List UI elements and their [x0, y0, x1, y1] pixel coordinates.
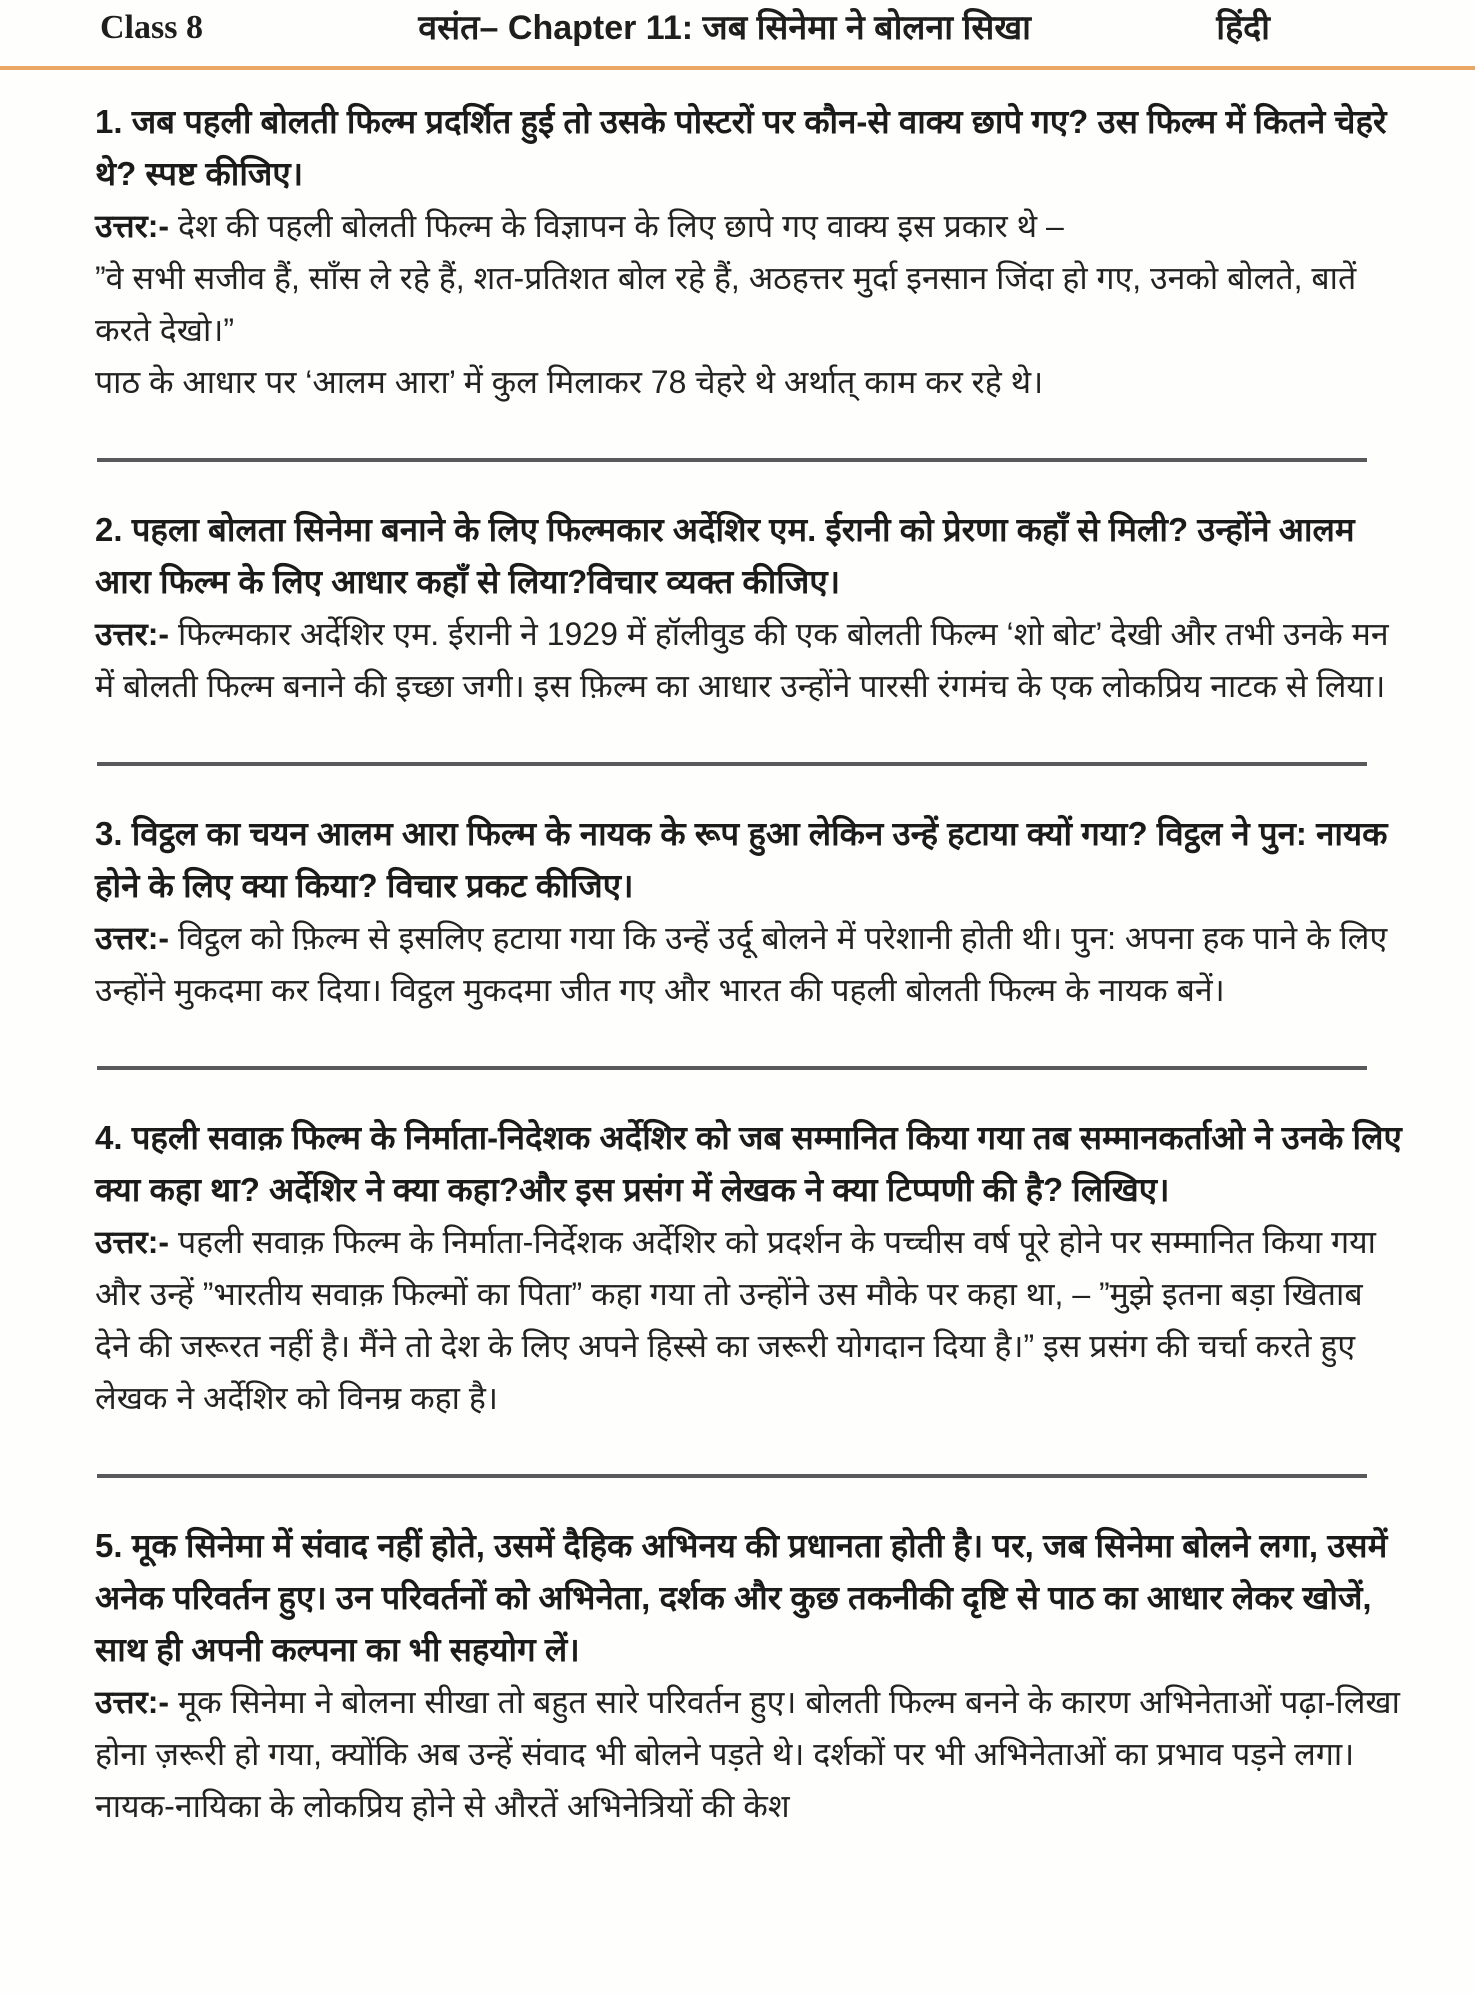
qa-section-4: [95, 1112, 1405, 1424]
answer-text: देश की पहली बोलती फिल्म के विज्ञापन के लिए छापे गए वाक्य इस प्रकार थे –: [177, 208, 1064, 244]
qa-content: [0, 70, 1475, 1832]
answer-paragraph: [95, 608, 1405, 712]
qa-section-2: [95, 504, 1405, 712]
answer-text: विट्ठल को फ़िल्म से इसलिए हटाया गया कि उन्हें उर्दू बोलने में परेशानी होती थी। पुन: अपना हक पाने के लिए उन्होंने मुकदमा कर दिया। विट्ठल मुकदमा जीत गए और भारत की पहली बोलती फिल्म के नायक बनें।: [95, 920, 1388, 1008]
answer-label: उत्तर:-: [95, 1224, 170, 1260]
answer-paragraph: [95, 200, 1405, 252]
question-text: 1. जब पहली बोलती फिल्म प्रदर्शित हुई तो उसके पोस्टरों पर कौन-से वाक्य छापे गए? उस फिल्म में कितने चेहरे थे? स्पष्ट कीजिए।: [95, 103, 1387, 192]
answer-paragraph: ”वे सभी सजीव हैं, साँस ले रहे हैं, शत-प्रतिशत बोल रहे हैं, अठहत्तर मुर्दा इनसान जिंदा हो गए, उनको बोलते, बातें करते देखो।”: [95, 260, 1357, 348]
page-title: वसंत– Chapter 11: जब सिनेमा ने बोलना सिखा: [418, 9, 1031, 47]
section-divider: [97, 1474, 1367, 1478]
answer-text: फिल्मकार अर्देशिर एम. ईरानी ने 1929 में हॉलीवुड की एक बोलती फिल्म ‘शो बोट’ देखी और तभी उनके मन में बोलती फिल्म बनाने की इच्छा जगी। इस फ़िल्म का आधार उन्होंने पारसी रंगमंच के एक लोकप्रिय नाटक से लिया।: [95, 616, 1389, 704]
page-header: [0, 0, 1475, 66]
answer-label: उत्तर:-: [95, 920, 170, 956]
answer-paragraph: [95, 912, 1405, 1016]
section-divider: [97, 762, 1367, 766]
answer-label: उत्तर:-: [95, 1684, 170, 1720]
section-divider: [97, 458, 1367, 462]
answer-label: उत्तर:-: [95, 616, 170, 652]
section-divider: [97, 1066, 1367, 1070]
question-text: 5. मूक सिनेमा में संवाद नहीं होते, उसमें दैहिक अभिनय की प्रधानता होती है। पर, जब सिनेमा बोलने लगा, उसमें अनेक परिवर्तन हुए। उन परिवर्तनों को अभिनेता, दर्शक और कुछ तकनीकी दृष्टि से पाठ का आधार लेकर खोजें, साथ ही अपनी कल्पना का भी सहयोग लें।: [95, 1527, 1388, 1668]
answer-paragraph: पाठ के आधार पर ‘आलम आरा’ में कुल मिलाकर 78 चेहरे थे अर्थात् काम कर रहे थे।: [95, 364, 1044, 400]
answer-label: उत्तर:-: [95, 208, 170, 244]
answer-paragraph: [95, 1216, 1405, 1424]
question-text: 3. विट्ठल का चयन आलम आरा फिल्म के नायक के रूप हुआ लेकिन उन्हें हटाया क्यों गया? विट्ठल ने पुन: नायक होने के लिए क्या किया? विचार प्रकट कीजिए।: [95, 815, 1388, 904]
answer-text: मूक सिनेमा ने बोलना सीखा तो बहुत सारे परिवर्तन हुए। बोलती फिल्म बनने के कारण अभिनेताओं पढ़ा-लिखा होना ज़रूरी हो गया, क्योंकि अब उन्हें संवाद भी बोलने पड़ते थे। दर्शकों पर भी अभिनेताओं का प्रभाव पड़ने लगा। नायक-नायिका के लोकप्रिय होने से औरतें अभिनेत्रियों की केश: [95, 1684, 1400, 1824]
qa-section-1: [95, 96, 1405, 408]
answer-text: पहली सवाक़ फिल्म के निर्माता-निर्देशक अर्देशिर को प्रदर्शन के पच्चीस वर्ष पूरे होने पर सम्मानित किया गया और उन्हें ”भारतीय सवाक़ फिल्मों का पिता” कहा गया तो उन्होंने उस मौके पर कहा था, – ”मुझे इतना बड़ा खिताब देने की जरूरत नहीं है। मैंने तो देश के लिए अपने हिस्से का जरूरी योगदान दिया है।” इस प्रसंग की चर्चा करते हुए लेखक ने अर्देशिर को विनम्र कहा है।: [95, 1224, 1376, 1416]
subject-label: हिंदी: [1216, 9, 1270, 47]
question-text: 2. पहला बोलता सिनेमा बनाने के लिए फिल्मकार अर्देशिर एम. ईरानी को प्रेरणा कहाँ से मिली? उन्होंने आलम आरा फिल्म के लिए आधार कहाँ से लिया?विचार व्यक्त कीजिए।: [95, 511, 1355, 600]
class-label: Class 8: [100, 9, 203, 46]
answer-paragraph: [95, 1676, 1405, 1832]
question-text: 4. पहली सवाक़ फिल्म के निर्माता-निदेशक अर्देशिर को जब सम्मानित किया गया तब सम्मानकर्ताओ ने उनके लिए क्या कहा था? अर्देशिर ने क्या कहा?और इस प्रसंग में लेखक ने क्या टिप्पणी की है? लिखिए।: [95, 1119, 1402, 1208]
qa-section-3: [95, 808, 1405, 1016]
qa-section-5: [95, 1520, 1405, 1832]
